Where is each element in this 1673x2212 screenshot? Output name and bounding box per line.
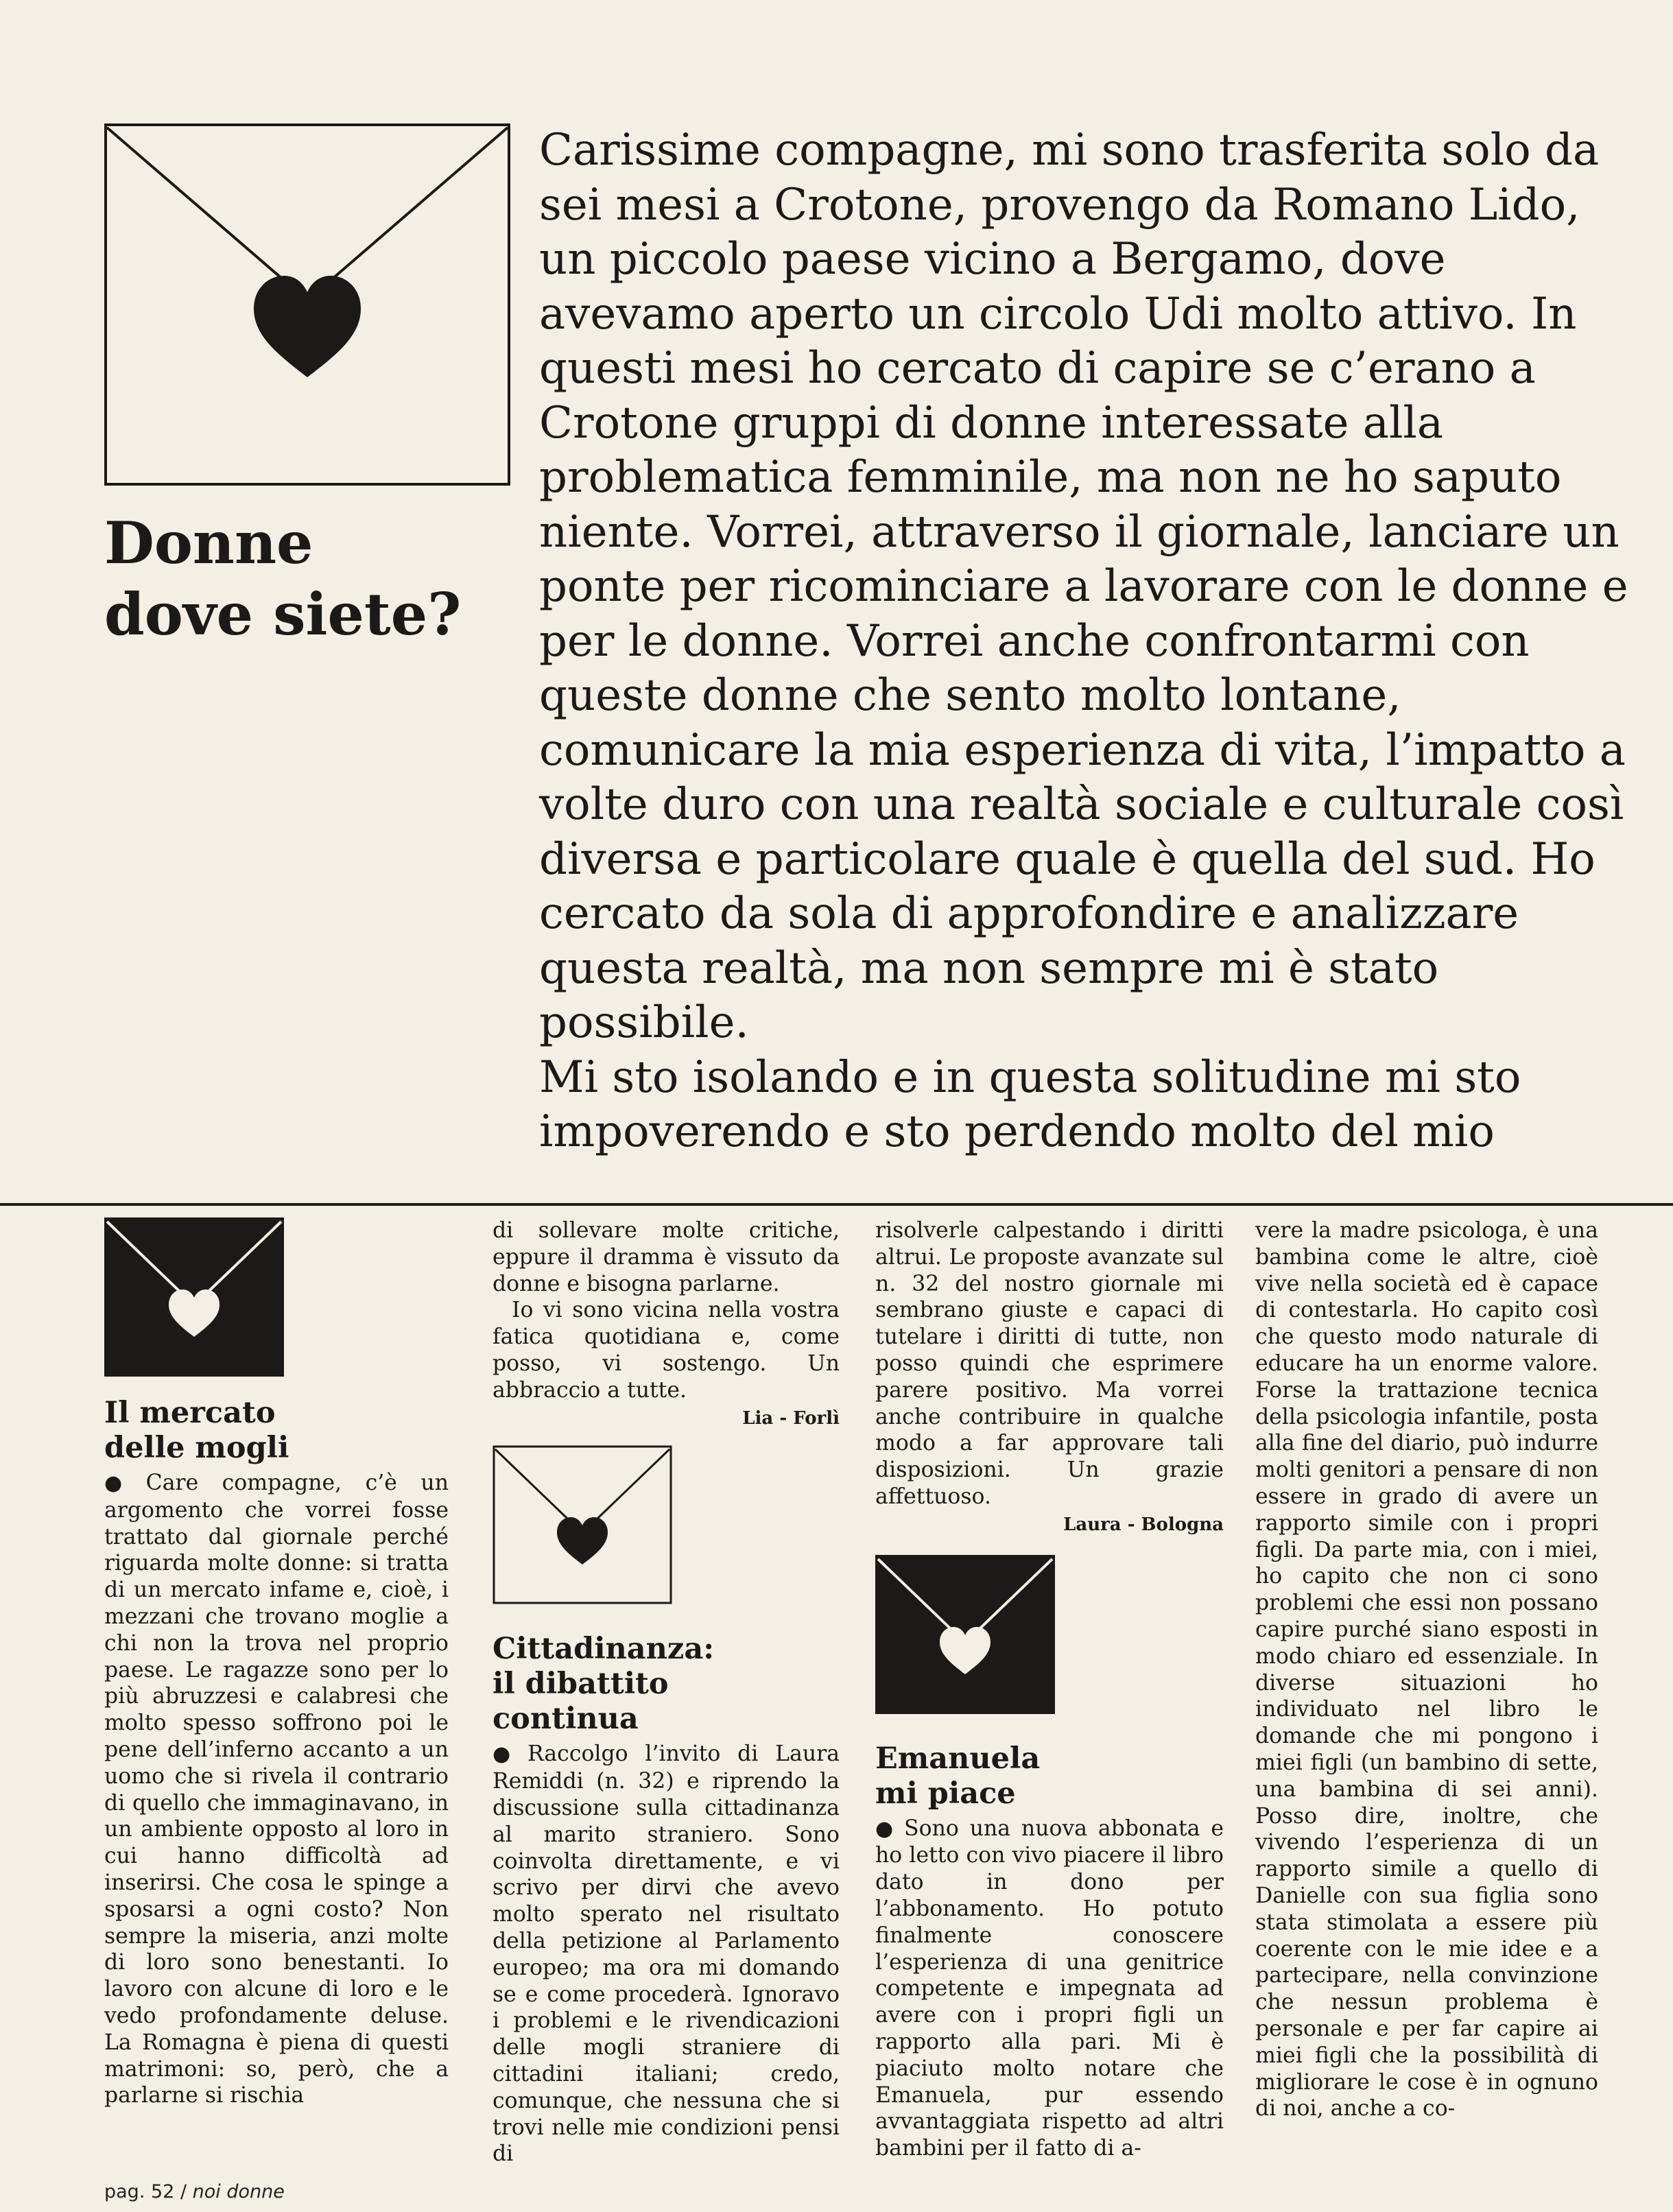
letter-mercato-continuation-2: Io vi sono vicina nella vostra fatica quotidiana e, come posso, vi sostengo. Un abbraccio a tutte. [493,1298,840,1403]
magazine-name: noi donne [192,2181,285,2202]
letter-mercato-title [104,1396,449,1466]
letter-emanuela-continuation: vere la madre psicologa, è una bambina come le altre, cioè vive nella società ed è capace di contestarla. Ho capito così che questo modo naturale di educare ha un enorme valore. Forse la trattazione tecnica della psicologia infantile, posta alla fine del diario, può indurre molti genitori a pensare di non essere in grado di avere un rapporto simile con i propri figli. Da parte mia, con i miei, ho capito che non ci sono problemi che essi non possano capire purché siano esposti in modo chiaro ed essenziale. In diverse situazioni ho individuato nel libro le domande che mi pongono i miei figli (un bambino di sette, una bambina di sei anni). Posso dire, inoltre, che vivendo l’esperienza di un rapporto simile a quello di Danielle con sua figlia sono stata stimolata a essere più coerente con le mie idee e a partecipare, nella convinzione che nessun problema è personale e per far capire ai miei figli che la possibilità di migliorare le cose è in ognuno di noi, anche a co- [1255,1218,1598,2121]
letter-mercato-title-line1: Il mercato [104,1396,276,1430]
main-letter-title-line1: Donne [104,509,313,577]
letter-mercato-signature: Lia - Forlì [742,1407,840,1429]
letter-emanuela-title-line1: Emanuela [875,1741,1041,1776]
main-letter-title [104,508,516,650]
letter-cittadinanza-continuation: risolverle calpestando i diritti altrui. Le proposte avanzate sul n. 32 del nostro giornale mi sembrano giuste e capaci di tutelare i diritti di tutte, non posso quindi che esprimere parere positivo. Ma vorrei anche contribuire in qualche modo a far approvare tali disposizioni. Un grazie affettuoso. [875,1218,1224,1509]
letter-emanuela-title-line2: mi piace [875,1776,1016,1811]
main-letter-title-line2: dove siete? [104,580,462,648]
letter-cittadinanza-body: ● Raccolgo l’invito di Laura Remiddi (n. 32) e riprendo la discussione sulla cittadinanza al marito straniero. Sono coinvolta direttamente, e vi scrivo per dirvi che avevo molto sperato nel risultato della petizione al Parlamento europeo; ma ora mi domando se e come procederà. Ignoravo i problemi e le rivendicazioni delle mogli straniere di cittadini italiani; credo, comunque, che nessuna che si trovi nelle mie condizioni pensi di [493,1741,840,2167]
footer-separator: / [180,2181,187,2202]
bullet-icon: ● [493,1742,521,1767]
letter-cittadinanza-signature: Laura - Bologna [1063,1514,1224,1535]
letter-cittadinanza-title-line3: continua [493,1702,639,1737]
page-footer [104,2181,285,2202]
envelope-heart-icon [104,1217,284,1377]
column-3 [875,1217,1224,2162]
letter-emanuela-title [875,1741,1224,1811]
letter-mercato-body: ● Care compagne, c’è un argomento che vorrei fosse trattato dal giornale perché riguarda molte donne: si tratta di un mercato infame e, cioè, i mezzani che trovano moglie a chi non la trova nel proprio paese. Le ragazze sono per lo più abruzzesi e calabresi che molto spesso soffrono poi le pene dell’inferno accanto a un uomo che si rivela il contrario di quello che immaginavano, in un ambiente opposto al loro in cui hanno difficoltà ad inserirsi. Che cosa le spinge a sposarsi a ogni costo? Non sempre la miseria, anzi molte di loro sono benestanti. Io lavoro con alcune di loro e le vedo profondamente deluse. La Romagna è piena di questi matrimoni: so, però, che a parlarne si rischia [104,1471,449,2108]
column-2 [493,1217,840,2167]
bullet-icon: ● [875,1816,898,1841]
main-letter-paragraph: Carissime compagne, mi sono trasferita solo da sei mesi a Crotone, provengo da Romano Lido, un piccolo paese vicino a Bergamo, dove avevamo aperto un circolo Udi molto attivo. In questi mesi ho cercato di capire se c’erano a Crotone gruppi di donne interessate alla problematica femminile, ma non ne ho saputo niente. Vorrei, attraverso il giornale, lanciare un ponte per ricominciare a lavorare con le donne e per le donne. Vorrei anche confrontarmi con queste donne che sento molto lontane, comunicare la mia esperienza di vita, l’impatto a volte duro con una realtà sociale e culturale così diversa e particolare quale è quella del sud. Ho cercato da sola di approfondire e analizzare questa realtà, ma non sempre mi è stato possibile. [539,125,1628,1048]
envelope-heart-icon [875,1555,1055,1714]
bullet-icon: ● [104,1471,139,1495]
letter-emanuela-body: ● Sono una nuova abbonata e ho letto con vivo piacere il libro dato in dono per l’abbonamento. Ho potuto finalmente conoscere l’esperienza di una genitrice competente e impegnata ad avere con i propri figli un rapporto alla pari. Mi è piaciuto molto notare che Emanuela, pur essendo avvantaggiata rispetto ad altri bambini per il fatto di a- [875,1816,1224,2161]
letter-cittadinanza-title-line1: Cittadinanza: [493,1632,715,1667]
main-letter-paragraph: Mi sto isolando e in questa solitudine mi sto impoverendo e sto perdendo molto del mio [539,1051,1521,1157]
column-1 [104,1217,449,2109]
page-number: pag. 52 [104,2181,175,2202]
letter-cittadinanza-title [493,1632,840,1737]
column-4 [1255,1217,1598,2122]
section-divider [0,1203,1673,1206]
main-letter-body [539,123,1650,1160]
letter-cittadinanza-title-line2: il dibattito [493,1667,669,1702]
letter-mercato-continuation: di sollevare molte critiche, eppure il dramma è vissuto da donne e bisogna parlarne. [493,1218,840,1296]
letter-mercato-title-line2: delle mogli [104,1431,289,1465]
envelope-heart-icon [493,1445,672,1604]
envelope-heart-icon [104,123,510,486]
